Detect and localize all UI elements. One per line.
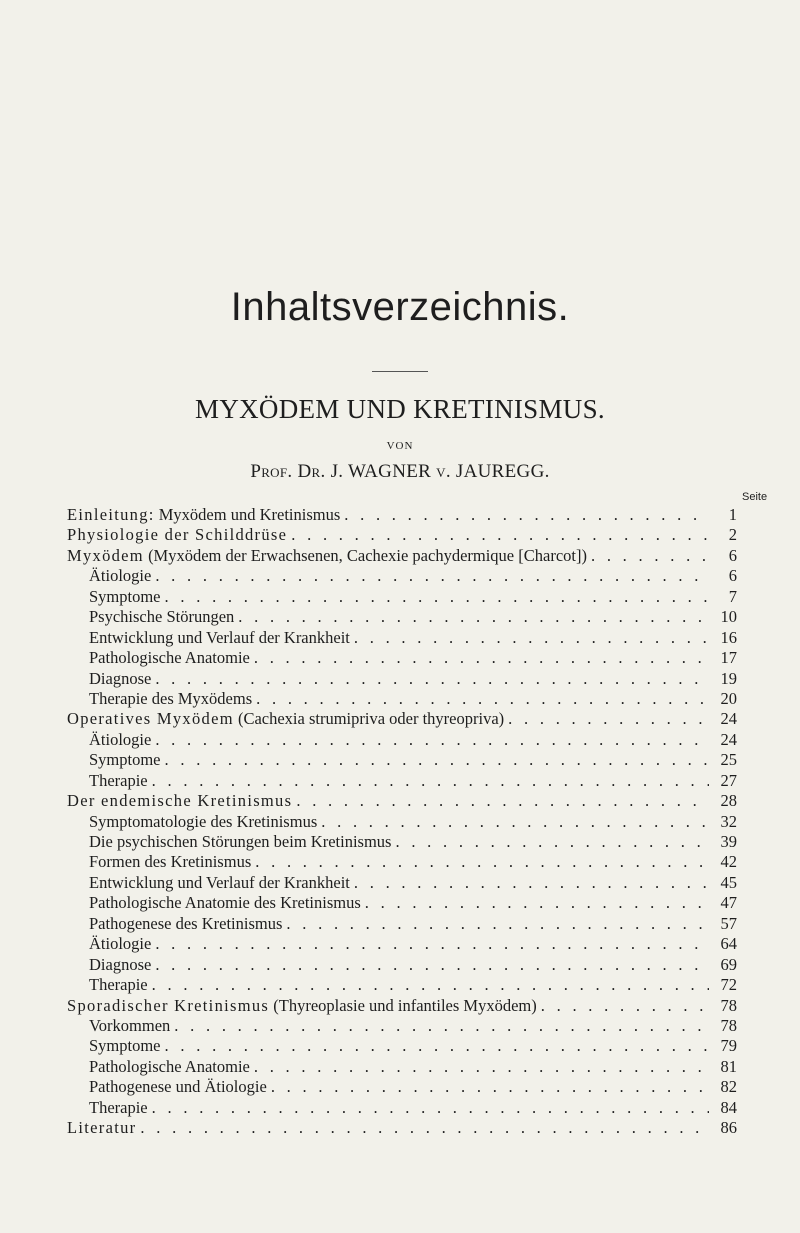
toc-leader-dots [155,934,709,954]
toc-entry-text: Ätiologie [89,566,152,586]
toc-entry-heading: Einleitung: [67,505,155,524]
toc-entry-heading: Sporadischer Kretinismus [67,995,270,1015]
toc-leader-dots [152,771,709,791]
toc-entry-title [89,873,354,893]
toc-entry [67,1077,737,1097]
toc-entry-text: (Cachexia strumipriva oder thyreopriva) [233,709,505,729]
toc-entry-text: (Myxödem der Erwachsenen, Cachexie pachydermique [Charcot]) [143,545,587,565]
toc-page-number: 6 [728,566,737,586]
toc-page-number: 81 [720,1056,737,1076]
toc-entry-title [89,1098,152,1118]
author-name: Prof. Dr. J. WAGNER v. JAUREGG. [250,461,550,482]
toc-entry-title [89,955,155,975]
toc-entry [67,750,737,770]
toc-entry-title [89,689,256,709]
table-of-contents [67,505,737,1139]
toc-entry-heading: Der endemische Kretinismus [67,791,293,811]
toc-entry-text: Entwicklung und Verlauf der Krankheit [89,872,350,892]
toc-entry [67,996,737,1016]
toc-leader-dots [255,852,709,872]
toc-entry [67,812,737,832]
toc-page-number: 79 [720,1036,737,1056]
toc-entry-title [89,628,354,648]
toc-leader-dots [155,955,709,975]
toc-entry [67,771,737,791]
toc-entry-title [89,771,152,791]
toc-page-number: 47 [720,893,737,913]
toc-entry-heading: Physiologie der Schilddrüse [67,525,288,545]
toc-entry [67,709,737,729]
toc-leader-dots [286,914,709,934]
toc-entry-title [89,914,286,934]
toc-entry-title [89,975,152,995]
toc-page-number: 10 [720,607,737,627]
toc-entry-text: (Thyreoplasie und infantiles Myxödem) [269,995,537,1015]
toc-page-number: 6 [728,545,737,565]
toc-entry [67,607,737,627]
toc-leader-dots [140,1118,709,1138]
toc-page-number: 7 [728,586,737,606]
toc-entry-text: Pathogenese und Ätiologie [89,1077,267,1097]
toc-page-number: 82 [720,1077,737,1097]
toc-entry-heading: Myxödem [67,545,144,565]
toc-entry-text: Entwicklung und Verlauf der Krankheit [89,627,350,647]
toc-entry-text: Symptome [89,1036,161,1056]
toc-entry-title [89,587,165,607]
toc-page-number: 32 [720,811,737,831]
toc-page-number: 16 [720,627,737,647]
toc-entry-text: Psychische Störungen [89,607,235,627]
toc-entry-title [89,1057,254,1077]
toc-leader-dots [354,873,709,893]
toc-page-number: 2 [728,525,737,545]
toc-entry-text: Pathologische Anatomie [89,648,250,668]
toc-leader-dots [254,648,709,668]
toc-leader-dots [344,505,709,525]
toc-entry-title [89,832,395,852]
toc-entry-title [89,730,155,750]
toc-leader-dots [291,525,709,545]
toc-page-number: 39 [720,832,737,851]
toc-entry-text: Myxödem und Kretinismus [154,505,341,524]
page-column-header: Seite [742,491,768,503]
toc-leader-dots [541,996,709,1016]
toc-entry-title [89,648,254,668]
toc-leader-dots [254,1057,709,1077]
toc-page-number: 24 [720,729,737,749]
toc-entry-title [89,750,165,770]
toc-entry [67,934,737,954]
toc-page-number: 28 [720,791,737,811]
toc-leader-dots [238,607,709,627]
toc-entry [67,832,737,852]
toc-entry [67,669,737,689]
toc-entry [67,1098,737,1118]
toc-entry [67,566,737,586]
title-divider [372,371,428,372]
toc-entry-title [89,669,155,689]
toc-entry [67,1118,737,1138]
toc-page-number: 84 [720,1097,737,1117]
toc-page-number: 25 [720,750,737,770]
toc-entry [67,893,737,913]
toc-leader-dots [152,975,709,995]
toc-leader-dots [271,1077,709,1097]
toc-entry-title [67,791,296,811]
toc-page-number: 24 [720,709,737,729]
toc-page-number: 42 [720,852,737,872]
toc-page-number: 19 [720,668,737,688]
toc-leader-dots [165,750,709,770]
toc-page-number: 86 [720,1118,737,1138]
toc-entry [67,1016,737,1036]
toc-page-number: 78 [720,995,737,1015]
toc-entry-text: Pathologische Anatomie [89,1056,250,1076]
work-title: MYXÖDEM UND KRETINISMUS. [195,394,605,424]
toc-entry-title [89,812,321,832]
by-line: VON [386,440,414,452]
toc-entry-title [67,996,541,1016]
toc-page-number: 72 [720,975,737,995]
toc-entry-title [67,525,291,545]
toc-entry [67,914,737,934]
toc-page-number: 27 [720,770,737,790]
toc-entry [67,873,737,893]
toc-entry [67,791,737,811]
toc-entry-title [89,1036,165,1056]
toc-entry-text: Vorkommen [89,1015,171,1035]
toc-leader-dots [365,893,709,913]
toc-leader-dots [395,832,709,852]
toc-entry-text: Pathogenese des Kretinismus [89,913,283,933]
toc-entry [67,587,737,607]
toc-entry [67,955,737,975]
toc-entry-text: Diagnose [89,668,152,688]
toc-entry [67,525,737,545]
toc-entry-text: Therapie des Myxödems [89,688,253,708]
toc-entry-title [67,709,508,729]
toc-entry-title [89,566,155,586]
toc-entry [67,689,737,709]
toc-entry [67,1036,737,1056]
toc-entry-title [89,1077,271,1097]
toc-entry [67,852,737,872]
toc-leader-dots [591,546,709,566]
toc-entry [67,546,737,566]
toc-entry-text: Therapie [89,770,148,790]
toc-entry-text: Die psychischen Störungen beim Kretinismus [89,832,392,851]
toc-page-number: 64 [720,934,737,954]
toc-entry-title [89,852,255,872]
toc-entry-title [89,607,238,627]
toc-page-number: 57 [720,913,737,933]
toc-entry-heading: Operatives Myxödem [67,709,234,729]
toc-entry [67,1057,737,1077]
toc-entry-title [67,505,344,525]
toc-page-number: 17 [720,648,737,668]
toc-page-number: 20 [720,688,737,708]
toc-leader-dots [256,689,709,709]
toc-entry-title [67,1118,140,1138]
toc-entry-title [67,546,591,566]
toc-leader-dots [155,669,709,689]
toc-entry [67,628,737,648]
toc-entry-title [89,893,365,913]
toc-entry-text: Ätiologie [89,729,152,749]
toc-leader-dots [296,791,709,811]
toc-page-number: 78 [720,1015,737,1035]
toc-entry-text: Formen des Kretinismus [89,852,252,872]
toc-leader-dots [165,587,709,607]
toc-entry [67,648,737,668]
toc-leader-dots [165,1036,709,1056]
toc-entry-text: Diagnose [89,954,152,974]
toc-entry [67,975,737,995]
toc-entry-text: Therapie [89,975,148,995]
toc-entry [67,730,737,750]
toc-entry-text: Pathologische Anatomie des Kretinismus [89,893,361,913]
toc-entry-text: Symptomatologie des Kretinismus [89,811,318,831]
toc-leader-dots [174,1016,709,1036]
toc-leader-dots [152,1098,709,1118]
toc-page-number: 1 [728,505,737,524]
toc-entry-heading: Literatur [67,1118,137,1138]
toc-leader-dots [155,566,709,586]
toc-page-number: 45 [720,872,737,892]
toc-leader-dots [354,628,709,648]
toc-entry-title [89,934,155,954]
toc-leader-dots [321,812,709,832]
toc-entry-text: Symptome [89,750,161,770]
toc-entry-text: Symptome [89,586,161,606]
toc-entry [67,505,737,525]
toc-leader-dots [508,709,709,729]
toc-leader-dots [155,730,709,750]
toc-entry-title [89,1016,174,1036]
page-title: Inhaltsverzeichnis. [230,285,570,329]
toc-page-number: 69 [720,954,737,974]
toc-entry-text: Ätiologie [89,934,152,954]
toc-entry-text: Therapie [89,1097,148,1117]
